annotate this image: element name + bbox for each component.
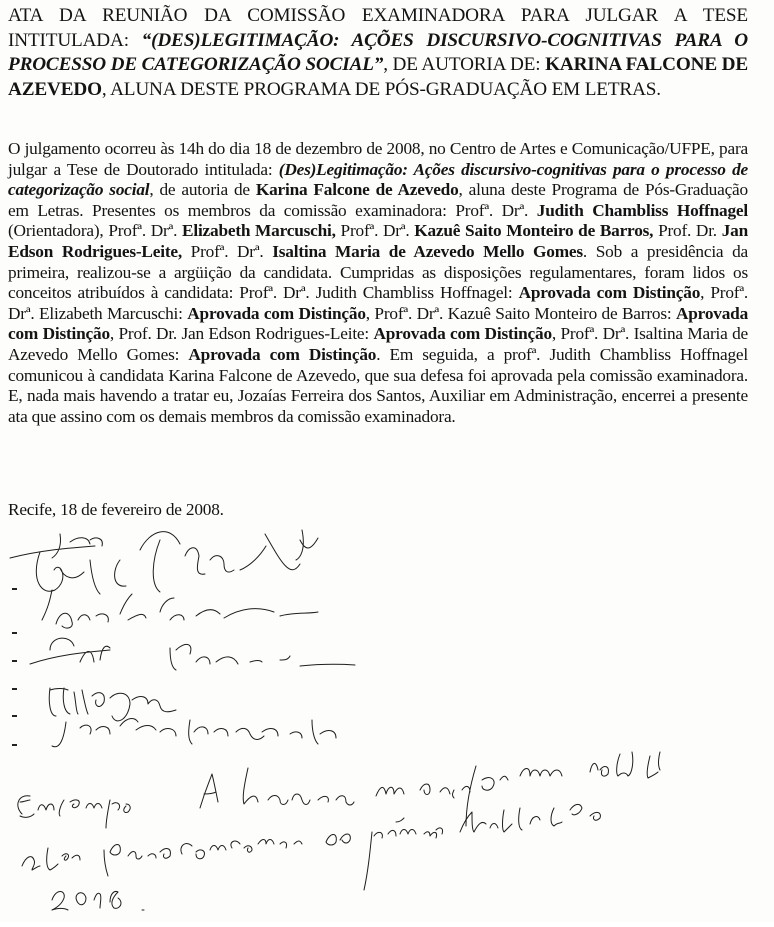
handwritten-note-drawing [0, 740, 774, 922]
document-heading [8, 4, 748, 102]
verdict: Aprovada com Distinção [188, 344, 377, 364]
heading-author: KARINA FALCONE DE AZEVEDO [8, 54, 748, 100]
signature-line-marker [12, 632, 17, 634]
body-text: Profª. Drª. [181, 241, 273, 261]
signature-line-marker [12, 588, 17, 590]
body-text: (Orientadora), Profª. Drª. [8, 221, 183, 241]
body-text: O julgamento ocorreu às 14h do dia 18 de dezembro de 2008, no Centro de Artes e Comunicação/UFPE, para julgar a Tese de Doutorado intitulada: [8, 139, 748, 179]
body-text: , Prof. Dr. Jan Edson Rodrigues-Leite: [109, 324, 374, 344]
signature-elizabeth [30, 638, 355, 670]
body-text: Prof. Dr. [653, 221, 722, 241]
body-text: , de autoria de [149, 180, 256, 200]
signature-judith [36, 530, 318, 594]
handwriting-stroke [18, 796, 130, 828]
committee-member: Elizabeth Marcuschi, [182, 221, 336, 241]
verdict: Aprovada com Distinção [518, 283, 701, 303]
signatures-drawing [0, 520, 774, 750]
verdict: Aprovada com Distinção [187, 303, 366, 323]
body-text: . Em seguida, a profª. Judith Chambliss Hoffnagel comunicou à candidata Karina Falcone de Azevedo, que sua defesa foi aprovada pela comissão examinadora. E, nada mais havendo a tratar eu, Jozaías Ferreira dos Santos, Auxiliar em Administração, encerrei a presente ata que assino com os demais membros da comissão examinadora. [8, 344, 748, 426]
verdict: Aprovada com Distinção [373, 324, 552, 344]
signature-line-marker [12, 715, 17, 717]
heading-thesis-title: “(DES)LEGITIMAÇÃO: AÇÕES DISCURSIVO-COGNITIVAS PARA O PROCESSO DE CATEGORIZAÇÃO SOCIAL” [8, 29, 748, 75]
committee-member: Isaltina Maria de Azevedo Mello Gomes [272, 241, 583, 261]
committee-member: Jan Edson Rodrigues-Leite, [8, 221, 748, 261]
signature-line-marker [12, 688, 17, 690]
body-text: . Sob a presidência da primeira, realizou-se a argüição da candidata. Cumpridas as disposições regulamentares, foram lidos os conceitos atribuídos à candidata: Profª. Drª. Judith Chambliss Hoffnagel: [8, 241, 748, 303]
signature-isaltina [49, 688, 176, 721]
handwriting-stroke [181, 840, 302, 859]
body-text: , Profª. Drª. Kazuê Saito Monteiro de Barros: [365, 303, 676, 323]
thesis-title: (Des)Legitimação: Ações discursivo-cognitivas para o processo de categorização social [8, 159, 748, 200]
handwriting-stroke [460, 804, 600, 832]
handwriting-stroke [376, 752, 660, 826]
body-text: , Profª. Drª. Elizabeth Marcuschi: [8, 283, 749, 323]
committee-member: Judith Chambliss Hoffnagel [536, 200, 748, 220]
handwriting-stroke [22, 845, 170, 877]
committee-member: Kazuê Saito Monteiro de Barros, [414, 221, 654, 241]
body-text: , Profª. Drª. Isaltina Maria de Azevedo Mello Gomes: [8, 324, 748, 364]
candidate-name: Karina Falcone de Azevedo [255, 180, 459, 200]
minutes-body [8, 139, 748, 427]
body-text: Profª. Drª. [335, 221, 415, 241]
heading-text: , ALUNA DESTE PROGRAMA DE PÓS-GRADUAÇÃO EM LETRAS. [101, 78, 661, 100]
handwritten-note [0, 740, 774, 922]
handwriting-stroke [52, 891, 144, 910]
verdict: Aprovada com Distinção [8, 303, 749, 344]
signature-kazue [42, 590, 318, 628]
signatures-block [0, 520, 774, 750]
body-text: , aluna deste Programa de Pós-Graduação em Letras. Presentes os membros da comissão examinadora: Profª. Drª. [8, 180, 748, 220]
heading-text: , DE AUTORIA DE: [383, 54, 546, 75]
heading-text: ATA DA REUNIÃO DA COMISSÃO EXAMINADORA PARA JULGAR A TESE INTITULADA: [8, 5, 748, 51]
signature-secretary [10, 534, 102, 558]
place-date: Recife, 18 de fevereiro de 2008. [8, 500, 224, 519]
handwriting-stroke [326, 818, 443, 890]
handwriting-stroke [200, 768, 354, 808]
signature-line-marker [12, 660, 17, 662]
